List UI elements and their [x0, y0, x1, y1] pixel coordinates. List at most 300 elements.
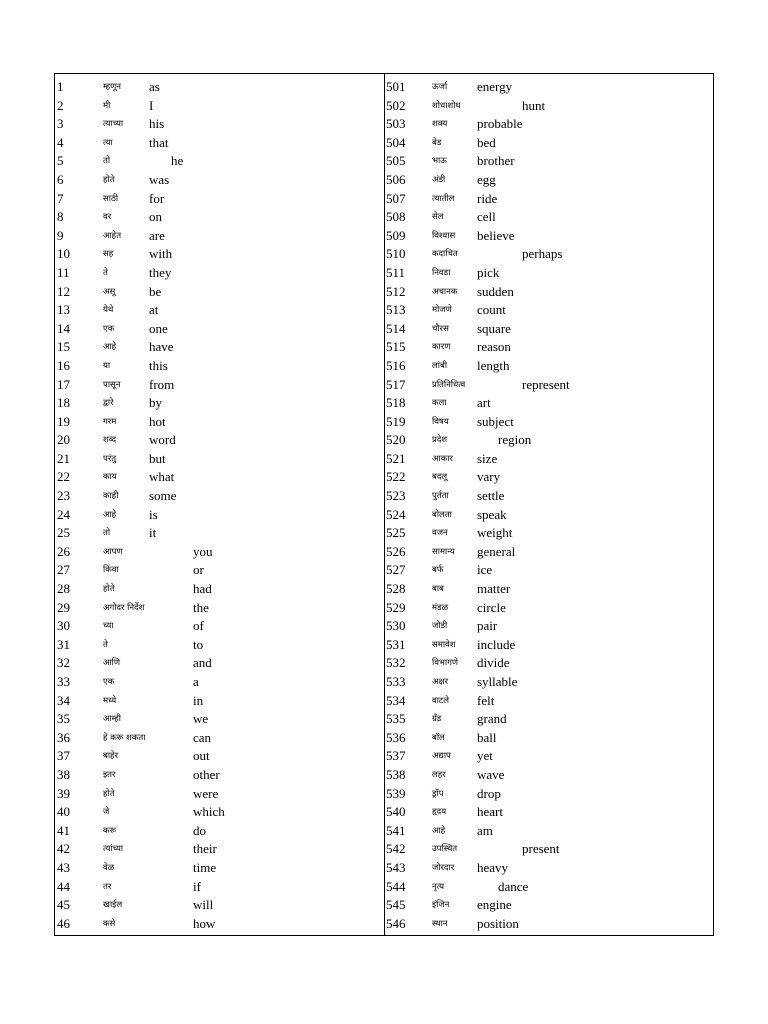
english-word: speak: [477, 506, 507, 522]
row-number: 22: [57, 469, 70, 485]
marathi-word: वजन: [432, 528, 448, 539]
word-row: [386, 561, 712, 580]
row-number: 7: [57, 190, 64, 206]
marathi-word: भाऊ: [432, 156, 447, 167]
marathi-word: प्रतिनिधित्व: [432, 379, 466, 390]
word-row: [386, 840, 712, 859]
word-row: [386, 636, 712, 655]
right-column: [386, 78, 712, 933]
row-number: 13: [57, 302, 70, 318]
row-number: 536: [386, 729, 406, 745]
row-number: 35: [57, 711, 70, 727]
row-number: 507: [386, 190, 406, 206]
word-row: [57, 561, 383, 580]
english-word: vary: [477, 469, 501, 485]
word-row: [386, 134, 712, 153]
marathi-word: हृदय: [432, 807, 447, 818]
marathi-word: बाहेर: [103, 751, 119, 762]
word-row: [386, 673, 712, 692]
row-number: 25: [57, 525, 70, 541]
row-number: 46: [57, 915, 70, 931]
english-word: art: [477, 395, 491, 411]
english-word: be: [149, 283, 162, 299]
word-row: [57, 729, 383, 748]
row-number: 23: [57, 488, 70, 504]
marathi-word: अगोदर निर्देश: [103, 602, 145, 613]
row-number: 513: [386, 302, 406, 318]
row-number: 522: [386, 469, 406, 485]
row-number: 8: [57, 209, 64, 225]
english-word: ball: [477, 729, 497, 745]
row-number: 504: [386, 134, 406, 150]
marathi-word: साठी: [103, 193, 119, 204]
word-row: [57, 785, 383, 804]
english-word: but: [149, 450, 166, 466]
marathi-word: अचानक: [432, 286, 458, 297]
english-word: hot: [149, 413, 166, 429]
english-word: it: [149, 525, 157, 541]
row-number: 532: [386, 655, 406, 671]
marathi-word: शक्य: [432, 119, 448, 130]
english-word: energy: [477, 79, 513, 94]
word-row: [57, 543, 383, 562]
word-row: [57, 599, 383, 618]
word-row: [386, 785, 712, 804]
marathi-word: तो: [103, 156, 111, 167]
marathi-word: वर: [103, 212, 112, 223]
row-number: 36: [57, 729, 70, 745]
word-row: [386, 896, 712, 915]
english-word: was: [149, 171, 170, 187]
row-number: 511: [386, 264, 406, 280]
row-number: 34: [57, 692, 70, 708]
word-row: [386, 413, 712, 432]
marathi-word: बेड: [432, 137, 442, 148]
row-number: 542: [386, 841, 406, 857]
word-row: [57, 115, 383, 134]
english-word: ice: [477, 562, 493, 578]
row-number: 17: [57, 376, 70, 392]
row-number: 20: [57, 432, 70, 448]
english-word: how: [193, 915, 216, 931]
row-number: 43: [57, 859, 70, 875]
marathi-word: ड्रॉप: [432, 788, 444, 799]
marathi-word: होते: [103, 584, 115, 595]
marathi-word: त्याच्या: [103, 119, 124, 130]
word-row: [57, 97, 383, 116]
row-number: 512: [386, 283, 406, 299]
english-word: from: [149, 376, 175, 392]
word-row: [386, 301, 712, 320]
row-number: 29: [57, 599, 70, 615]
word-row: [386, 747, 712, 766]
english-word: other: [193, 766, 220, 782]
row-number: 15: [57, 339, 70, 355]
english-word: their: [193, 841, 217, 857]
marathi-word: आपण: [103, 546, 123, 557]
word-row: [57, 338, 383, 357]
column-divider: [384, 74, 385, 935]
row-number: 33: [57, 674, 70, 689]
marathi-word: सामान्य: [432, 546, 455, 557]
marathi-word: बदलू: [432, 472, 448, 483]
word-row: [386, 171, 712, 190]
english-word: am: [477, 822, 493, 838]
marathi-word: परंतु: [103, 453, 117, 464]
marathi-word: बर्फ: [432, 565, 444, 576]
marathi-word: लहर: [432, 769, 446, 780]
marathi-word: नृत्य: [432, 881, 445, 892]
marathi-word: आहेत: [103, 230, 122, 241]
marathi-word: निवडा: [432, 267, 451, 278]
row-number: 543: [386, 859, 406, 875]
row-number: 30: [57, 618, 70, 634]
row-number: 508: [386, 209, 406, 225]
english-word: cell: [477, 209, 496, 225]
row-number: 37: [57, 748, 70, 764]
row-number: 539: [386, 785, 406, 801]
marathi-word: या: [103, 360, 111, 371]
english-word: pick: [477, 264, 500, 280]
row-number: 524: [386, 506, 406, 522]
word-row: [57, 78, 383, 97]
english-word: weight: [477, 525, 513, 541]
row-number: 523: [386, 488, 406, 504]
word-row: [57, 283, 383, 302]
row-number: 530: [386, 618, 406, 634]
marathi-word: सह: [103, 249, 114, 260]
marathi-word: कला: [432, 398, 447, 409]
english-word: to: [193, 636, 204, 652]
english-word: can: [193, 729, 212, 745]
english-word: bed: [477, 134, 496, 150]
marathi-word: मंडळ: [432, 602, 449, 613]
row-number: 10: [57, 246, 70, 262]
word-row: [57, 878, 383, 897]
row-number: 506: [386, 171, 406, 187]
word-row: [57, 171, 383, 190]
english-word: length: [477, 357, 510, 373]
vocabulary-table: [54, 73, 714, 936]
row-number: 514: [386, 320, 406, 336]
word-row: [386, 394, 712, 413]
english-word: that: [149, 134, 169, 150]
word-row: [386, 320, 712, 339]
row-number: 11: [57, 264, 70, 280]
marathi-word: ग्रँड: [432, 714, 442, 725]
marathi-word: काय: [103, 472, 117, 483]
word-row: [386, 357, 712, 376]
marathi-word: ऊर्जा: [432, 82, 448, 92]
english-word: general: [477, 543, 516, 559]
word-row: [386, 654, 712, 673]
marathi-word: आम्ही: [103, 714, 121, 725]
english-word: or: [193, 562, 204, 578]
marathi-word: बाब: [432, 584, 444, 595]
row-number: 26: [57, 543, 70, 559]
marathi-word: त्या: [103, 137, 113, 148]
row-number: 45: [57, 897, 70, 913]
row-number: 38: [57, 766, 70, 782]
word-row: [386, 97, 712, 116]
marathi-word: स्थान: [432, 918, 448, 929]
word-row: [386, 766, 712, 785]
row-number: 505: [386, 153, 406, 169]
english-word: had: [193, 581, 212, 597]
word-row: [386, 859, 712, 878]
english-word: which: [193, 804, 225, 820]
marathi-word: च्या: [103, 621, 114, 632]
marathi-word: पुर्तता: [432, 491, 449, 502]
marathi-word: एक: [103, 677, 115, 687]
word-row: [386, 264, 712, 283]
marathi-word: हे करू शकता: [103, 732, 146, 743]
english-word: square: [477, 320, 511, 336]
english-word: syllable: [477, 674, 518, 689]
marathi-word: विषय: [432, 416, 449, 427]
row-number: 537: [386, 748, 406, 764]
row-number: 516: [386, 357, 406, 373]
marathi-word: विभागणे: [432, 658, 459, 669]
english-word: heart: [477, 804, 503, 820]
english-word: the: [193, 599, 209, 615]
english-word: for: [149, 190, 165, 206]
word-row: [57, 245, 383, 264]
english-word: wave: [477, 766, 505, 782]
word-row: [57, 190, 383, 209]
row-number: 2: [57, 97, 64, 113]
row-number: 527: [386, 562, 406, 578]
english-word: with: [149, 246, 173, 262]
row-number: 535: [386, 711, 406, 727]
word-row: [57, 859, 383, 878]
word-row: [386, 692, 712, 711]
english-word: if: [193, 878, 201, 894]
marathi-word: इंजिन: [432, 900, 450, 911]
word-row: [57, 152, 383, 171]
word-row: [57, 376, 383, 395]
row-number: 515: [386, 339, 406, 355]
english-word: were: [193, 785, 219, 801]
english-word: what: [149, 469, 175, 485]
marathi-word: मी: [103, 100, 111, 111]
word-row: [57, 840, 383, 859]
row-number: 28: [57, 581, 70, 597]
row-number: 503: [386, 116, 406, 132]
english-word: brother: [477, 153, 515, 169]
word-row: [386, 915, 712, 934]
word-row: [57, 208, 383, 227]
english-word: count: [477, 302, 506, 318]
english-word: one: [149, 320, 168, 336]
english-word: perhaps: [522, 246, 563, 262]
row-number: 14: [57, 320, 70, 336]
row-number: 545: [386, 897, 406, 913]
row-number: 525: [386, 525, 406, 541]
word-row: [386, 283, 712, 302]
english-word: time: [193, 859, 217, 875]
left-column: [57, 78, 383, 933]
english-word: and: [193, 655, 212, 671]
word-row: [57, 264, 383, 283]
marathi-word: म्हणून: [103, 82, 121, 92]
row-number: 5: [57, 153, 64, 169]
word-row: [386, 376, 712, 395]
marathi-word: त्यातील: [432, 193, 455, 204]
marathi-word: आहे: [103, 509, 117, 520]
english-word: word: [149, 432, 176, 448]
marathi-word: आहे: [432, 825, 446, 836]
row-number: 16: [57, 357, 70, 373]
english-word: out: [193, 748, 210, 764]
marathi-word: काही: [103, 491, 119, 502]
marathi-word: जोरदार: [432, 862, 455, 873]
english-word: reason: [477, 339, 511, 355]
marathi-word: शब्द: [103, 435, 117, 446]
english-word: this: [149, 357, 168, 373]
marathi-word: वेळ: [103, 862, 115, 873]
word-row: [57, 468, 383, 487]
marathi-word: बोलता: [432, 509, 452, 520]
english-word: at: [149, 302, 159, 318]
word-row: [57, 431, 383, 450]
marathi-word: शोधाशोध: [432, 100, 461, 111]
english-word: felt: [477, 692, 495, 708]
marathi-word: गरम: [103, 416, 117, 427]
marathi-word: विश्वास: [432, 230, 456, 241]
english-word: his: [149, 116, 165, 132]
marathi-word: जे: [103, 807, 110, 818]
row-number: 39: [57, 785, 70, 801]
word-row: [57, 636, 383, 655]
row-number: 534: [386, 692, 406, 708]
english-word: drop: [477, 785, 501, 801]
english-word: some: [149, 488, 177, 504]
word-row: [386, 878, 712, 897]
word-row: [386, 599, 712, 618]
word-row: [386, 468, 712, 487]
row-number: 519: [386, 413, 406, 429]
marathi-word: जोडी: [432, 621, 448, 632]
row-number: 3: [57, 116, 64, 132]
word-row: [57, 803, 383, 822]
word-row: [57, 692, 383, 711]
marathi-word: कारण: [432, 342, 451, 353]
english-word: ride: [477, 190, 498, 206]
word-row: [57, 673, 383, 692]
word-row: [57, 506, 383, 525]
english-word: settle: [477, 488, 505, 504]
word-row: [57, 710, 383, 729]
marathi-word: उपस्थित: [432, 844, 458, 855]
word-row: [57, 450, 383, 469]
row-number: 9: [57, 227, 64, 243]
row-number: 24: [57, 506, 70, 522]
word-row: [57, 357, 383, 376]
row-number: 18: [57, 395, 70, 411]
row-number: 501: [386, 79, 406, 94]
marathi-word: येथे: [103, 305, 114, 316]
row-number: 528: [386, 581, 406, 597]
word-row: [57, 301, 383, 320]
english-word: believe: [477, 227, 515, 243]
marathi-word: चौरस: [432, 323, 449, 334]
row-number: 31: [57, 636, 70, 652]
english-word: on: [149, 209, 162, 225]
english-word: do: [193, 822, 206, 838]
word-row: [386, 208, 712, 227]
word-row: [386, 152, 712, 171]
marathi-word: कसे: [103, 918, 116, 929]
marathi-word: आणि: [103, 658, 121, 669]
english-word: a: [193, 674, 199, 689]
marathi-word: होते: [103, 174, 115, 185]
english-word: sudden: [477, 283, 514, 299]
word-row: [57, 134, 383, 153]
row-number: 12: [57, 283, 70, 299]
marathi-word: अद्याप: [432, 751, 451, 762]
row-number: 4: [57, 134, 64, 150]
english-word: he: [171, 153, 184, 169]
word-row: [386, 822, 712, 841]
row-number: 533: [386, 674, 406, 689]
word-row: [57, 654, 383, 673]
english-word: of: [193, 618, 204, 634]
english-word: yet: [477, 748, 493, 764]
word-row: [57, 915, 383, 934]
marathi-word: करू: [103, 825, 117, 836]
word-row: [57, 320, 383, 339]
row-number: 44: [57, 878, 70, 894]
english-word: region: [498, 432, 532, 448]
row-number: 509: [386, 227, 406, 243]
row-number: 40: [57, 804, 70, 820]
row-number: 521: [386, 450, 406, 466]
word-row: [386, 710, 712, 729]
english-word: by: [149, 395, 162, 411]
row-number: 19: [57, 413, 70, 429]
marathi-word: ते: [103, 639, 108, 650]
word-row: [386, 338, 712, 357]
row-number: 518: [386, 395, 406, 411]
word-row: [386, 580, 712, 599]
row-number: 1: [57, 79, 64, 94]
word-row: [57, 822, 383, 841]
marathi-word: तर: [103, 881, 112, 892]
marathi-word: खाईल: [103, 900, 123, 911]
marathi-word: बॉल: [432, 732, 445, 743]
english-word: we: [193, 711, 209, 727]
english-word: position: [477, 915, 519, 931]
row-number: 541: [386, 822, 406, 838]
word-row: [386, 617, 712, 636]
english-word: as: [149, 79, 160, 94]
english-word: they: [149, 264, 172, 280]
row-number: 510: [386, 246, 406, 262]
english-word: have: [149, 339, 174, 355]
marathi-word: होते: [103, 788, 115, 799]
word-row: [386, 450, 712, 469]
word-row: [57, 580, 383, 599]
english-word: heavy: [477, 859, 509, 875]
marathi-word: आकार: [432, 453, 453, 464]
english-word: you: [193, 543, 213, 559]
english-word: present: [522, 841, 560, 857]
row-number: 6: [57, 171, 64, 187]
word-row: [386, 431, 712, 450]
marathi-word: ते: [103, 267, 108, 278]
word-row: [57, 747, 383, 766]
